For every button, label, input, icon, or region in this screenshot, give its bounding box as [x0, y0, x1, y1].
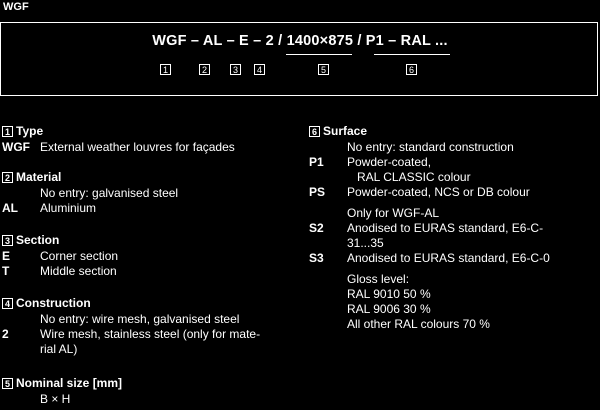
- section-number: 3: [2, 235, 13, 246]
- page-title: WGF: [3, 1, 29, 13]
- code-description: Powder-coated,: [347, 155, 432, 169]
- list-item: [2, 201, 292, 216]
- code-key: S2: [309, 221, 324, 235]
- list-item: [309, 185, 599, 200]
- code-key: [309, 302, 347, 317]
- marker-5: 5: [318, 64, 329, 75]
- marker-4: 4: [254, 64, 265, 75]
- list-item: [309, 140, 599, 155]
- list-item: [2, 186, 292, 201]
- construction-number: 4: [2, 298, 13, 309]
- nominal-size-heading: [2, 376, 292, 391]
- code-key: [309, 272, 347, 287]
- marker-3: 3: [230, 64, 241, 75]
- construction-section: [2, 296, 292, 357]
- code-description: 31...35: [347, 236, 384, 250]
- list-item: [309, 272, 599, 287]
- code-description: rial AL): [40, 342, 78, 356]
- type-section: [2, 124, 292, 155]
- size-underline: [286, 54, 352, 55]
- code-description: All other RAL colours 70 %: [347, 317, 490, 331]
- section-heading: [2, 233, 292, 248]
- code-key: [309, 170, 347, 185]
- code-key: WGF: [2, 140, 30, 154]
- code-description: No entry: wire mesh, galvanised steel: [40, 312, 240, 326]
- code-description: Wire mesh, stainless steel (only for mate-: [40, 327, 261, 341]
- nominal-size-number: 5: [2, 378, 13, 389]
- surface-label: Surface: [323, 124, 368, 138]
- code-description: Powder-coated, NCS or DB colour: [347, 185, 530, 199]
- list-item: [309, 221, 599, 236]
- list-item: [309, 155, 599, 170]
- list-item: [2, 264, 292, 279]
- surface-heading: [309, 124, 599, 139]
- code-description: Gloss level:: [347, 272, 410, 286]
- code-description: RAL 9010 50 %: [347, 287, 431, 301]
- code-key: [309, 236, 347, 251]
- code-description: No entry: standard construction: [347, 140, 514, 154]
- list-item: [309, 302, 599, 317]
- type-label: Type: [16, 124, 44, 138]
- code-description: RAL CLASSIC colour: [347, 170, 471, 184]
- material-number: 2: [2, 172, 13, 183]
- code-description: External weather louvres for façades: [40, 140, 235, 154]
- surface-section: [309, 124, 599, 332]
- list-item: [2, 342, 292, 357]
- code-description: Only for WGF-AL: [347, 206, 440, 220]
- list-item: [309, 170, 599, 185]
- type-number: 1: [2, 126, 13, 137]
- code-description: No entry: galvanised steel: [40, 186, 179, 200]
- code-key: [309, 206, 347, 221]
- list-item: [309, 236, 599, 251]
- nominal-size-section: [2, 376, 292, 407]
- nominal-size-label: Nominal size [mm]: [16, 376, 123, 390]
- code-key: [2, 312, 40, 327]
- surface-underline: [374, 54, 450, 55]
- order-code: WGF – AL – E – 2 / 1400×875 / P1 – RAL ...: [152, 33, 448, 49]
- section-section: [2, 233, 292, 279]
- code-key: [2, 342, 40, 357]
- code-key: T: [2, 264, 10, 278]
- material-heading: [2, 170, 292, 185]
- section-label: Section: [16, 233, 60, 247]
- code-key: E: [2, 249, 11, 263]
- list-item: [309, 317, 599, 332]
- code-key: [309, 317, 347, 332]
- marker-1: 1: [160, 64, 171, 75]
- surface-number: 6: [309, 126, 320, 137]
- code-key: [2, 392, 40, 407]
- code-key: PS: [309, 185, 326, 199]
- construction-heading: [2, 296, 292, 311]
- code-key: [309, 140, 347, 155]
- code-description: Middle section: [40, 264, 117, 278]
- code-description: Corner section: [40, 249, 119, 263]
- list-item: [309, 251, 599, 266]
- code-key: P1: [309, 155, 324, 169]
- code-key: [2, 186, 40, 201]
- material-section: [2, 170, 292, 216]
- material-label: Material: [16, 170, 62, 184]
- code-key: AL: [2, 201, 18, 215]
- code-description: Anodised to EURAS standard, E6-C-0: [347, 251, 550, 265]
- code-description: Aluminium: [40, 201, 97, 215]
- code-description: Anodised to EURAS standard, E6-C-: [347, 221, 544, 235]
- type-heading: [2, 124, 292, 139]
- construction-label: Construction: [16, 296, 91, 310]
- code-description: RAL 9006 30 %: [347, 302, 431, 316]
- marker-2: 2: [199, 64, 210, 75]
- list-item: [2, 392, 292, 407]
- list-item: [2, 140, 292, 155]
- code-key: [309, 287, 347, 302]
- list-item: [309, 206, 599, 221]
- code-key: 2: [2, 327, 9, 341]
- list-item: [2, 249, 292, 264]
- list-item: [2, 327, 292, 342]
- code-description: B × H: [40, 392, 71, 406]
- marker-6: 6: [406, 64, 417, 75]
- list-item: [309, 287, 599, 302]
- code-key: S3: [309, 251, 324, 265]
- list-item: [2, 312, 292, 327]
